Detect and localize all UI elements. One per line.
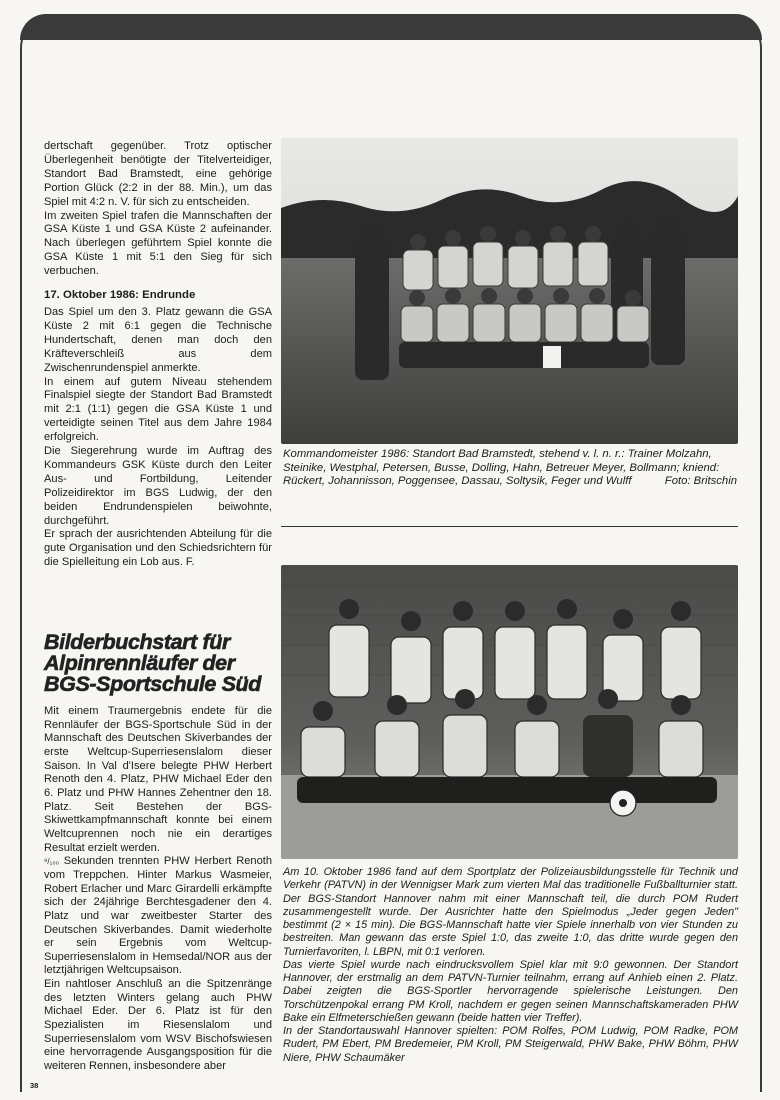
caption-paragraph: In der Standortauswahl Hannover spielten: POM Rolfes, POM Ludwig, POM Radke, POM Rudert, PM Ebert, PM Bredemeier, PM Kroll, PM Steigerwald, PHW Bake, PHW Böhm, PHW Niere, PHW Schaumäker (283, 1025, 738, 1064)
article-paragraph: In einem auf gutem Niveau stehendem Finalspiel siegte der Standort Bad Bramstedt mit 2:1 (1:1) gegen die GSA Küste 1 und verteidigte seinen Titel aus dem Jahre 1984 erfolgreich. (44, 375, 272, 444)
photo-caption (283, 866, 738, 1065)
article-headline (44, 632, 272, 695)
article-paragraph: Im zweiten Spiel trafen die Mannschaften der GSA Küste 1 und GSA Küste 2 aufeinander. Nach überlegen geführtem Spiel konnte die GSA Küste 1 mit 5:1 den Sieg für sich verbuchen. (44, 209, 272, 278)
team-photo-bad-bramstedt (281, 138, 738, 444)
article-paragraph: Das Spiel um den 3. Platz gewann die GSA Küste 2 mit 6:1 gegen die Technische Hundertschaft, denen man doch den Kräfteverschleiß aus dem Zwischenrundenspiel anmerkte. (44, 305, 272, 374)
section-divider (281, 526, 738, 527)
caption-paragraph: Am 10. Oktober 1986 fand auf dem Sportplatz der Polizeiausbildungsstelle für Technik und Verkehr (PATVN) in der Wennigser Mark zum vierten Mal das traditionelle Fußballturnier statt. Der BGS-Standort Hannover nahm mit einer Mannschaft teil, die durch POM Rudert zusammengestellt wurde. Der Ausrichter hatte den Spielmodus „Jeder gegen Jeden" bestimmt (2 × 15 min). Die BGS-Mannschaft hatte vier Spiele innerhalb von vier Stunden zu bestreiten. Man gewann das erste Spiel 1:0, das zweite 1:0, das dritte wurde gegen den Turnierfavoriten, l. LBPN, mit 0:1 verloren. (283, 866, 738, 958)
page-number: 38 (30, 1081, 39, 1090)
article-paragraph: Die Siegerehrung wurde im Auftrag des Kommandeurs GSK Küste durch den Leiter Aus- und Fortbildung, Leitender Polizeidirektor im BGS Ludwig, der den beiden Endrundenspielen beiwohnte, durchgeführt. (44, 445, 272, 527)
caption-text: Kommandomeister 1986: Standort Bad Bramstedt, stehend v. l. n. r.: Trainer Molzahn, Steinike, Westphal, Petersen, Busse, Dolling, Hahn, Betreuer Meyer, Bollmann; kniend: Rückert, Johannisson, Poggensee, Dassau, Soltysik, Feger und Wulff (283, 448, 720, 488)
article-body (44, 705, 272, 1074)
article-paragraph: Mit einem Traumergebnis endete für die Rennläufer der BGS-Sportschule Süd in der Mannschaft des Deutschen Skiverbandes der erste Weltcup-Superriesenslalom dieser Saison. In Val d'Isere belegte PHW Herbert Renoth den 4. Platz, PHW Michael Eder den 6. Platz und PHW Hannes Zehentner den 18. Platz. Seit Bestehen der BGS-Skiwettkampfmannschaft konnte bei einem Weltcuprennen noch nie ein derartiges Resultat erzielt werden. (44, 705, 272, 854)
article-paragraph: Er sprach der ausrichtenden Abteilung für die gute Organisation und den Schiedsrichtern für die Spielleitung ein Lob aus. F. (44, 528, 272, 569)
caption-paragraph: Das vierte Spiel wurde nach eindrucksvollem Spiel klar mit 9:0 gewonnen. Der Standort Hannover, der erstmalig an dem PATVN-Turnier teilnahm, errang auf Anhieb einen 2. Platz. Dabei zeigten die BGS-Sportler hervorragende spielerische Leistungen. Den Torschützenpokal errang PM Kroll, nachdem er gegen seinen Mannschaftskameraden PHW Bake ein Elfmeterschießen gewann (beide hatten vier Treffer). (283, 958, 738, 1024)
article-paragraph-text: Sekunden trennten PHW Herbert Renoth vom Treppchen. Hinter Markus Wasmeier, Robert Erlacher und Marc Girardelli erkämpfte sich der 24jährige Berchtesgadener den 4. Platz und war zweitbester Starter des Deutschen Skiverbandes. Damit wiederholte er sein Ergebnis vom Weltcup-Superriesenslalom in Hemsedal/NOR aus der letztjährigen Weltcupsaison. (44, 855, 272, 977)
section-heading: 17. Oktober 1986: Endrunde (44, 289, 196, 302)
photo-caption (283, 448, 737, 489)
headline-line: Bilderbuchstart für (44, 630, 230, 654)
fraction: ⁹/₁₀₀ (44, 857, 59, 867)
photo-credit: Foto: Britschin (664, 475, 737, 488)
photo-image (281, 565, 738, 859)
article-paragraph: Ein nahtloser Anschluß an die Spitzenränge des letzten Winters gelang auch PHW Michael Eder. Der 6. Platz ist für den Spezialisten im Riesenslalom und Superriesenslalom vom WSV Bischofswiesen eine hervorragende Ausgangsposition für die weiteren Rennen, insbesondere aber (44, 978, 272, 1073)
headline-line: Alpinrennläufer der (44, 651, 235, 675)
article-paragraph: dertschaft gegenüber. Trotz optischer Überlegenheit benötigte der Titelverteidiger, Standort Bad Bramstedt, eine gehörige Portion Glück (2:2 in der 88. Min.), um das Spiel mit 4:2 n. V. für sich zu entscheiden. (44, 140, 272, 208)
article-alpine-skiing (44, 632, 272, 1074)
team-photo-hannover (281, 565, 738, 859)
page-header-band (20, 14, 762, 40)
article-paragraph (44, 855, 272, 978)
headline-line: BGS-Sportschule Süd (44, 672, 261, 696)
photo-image (281, 138, 738, 444)
article-column-left (44, 140, 272, 570)
